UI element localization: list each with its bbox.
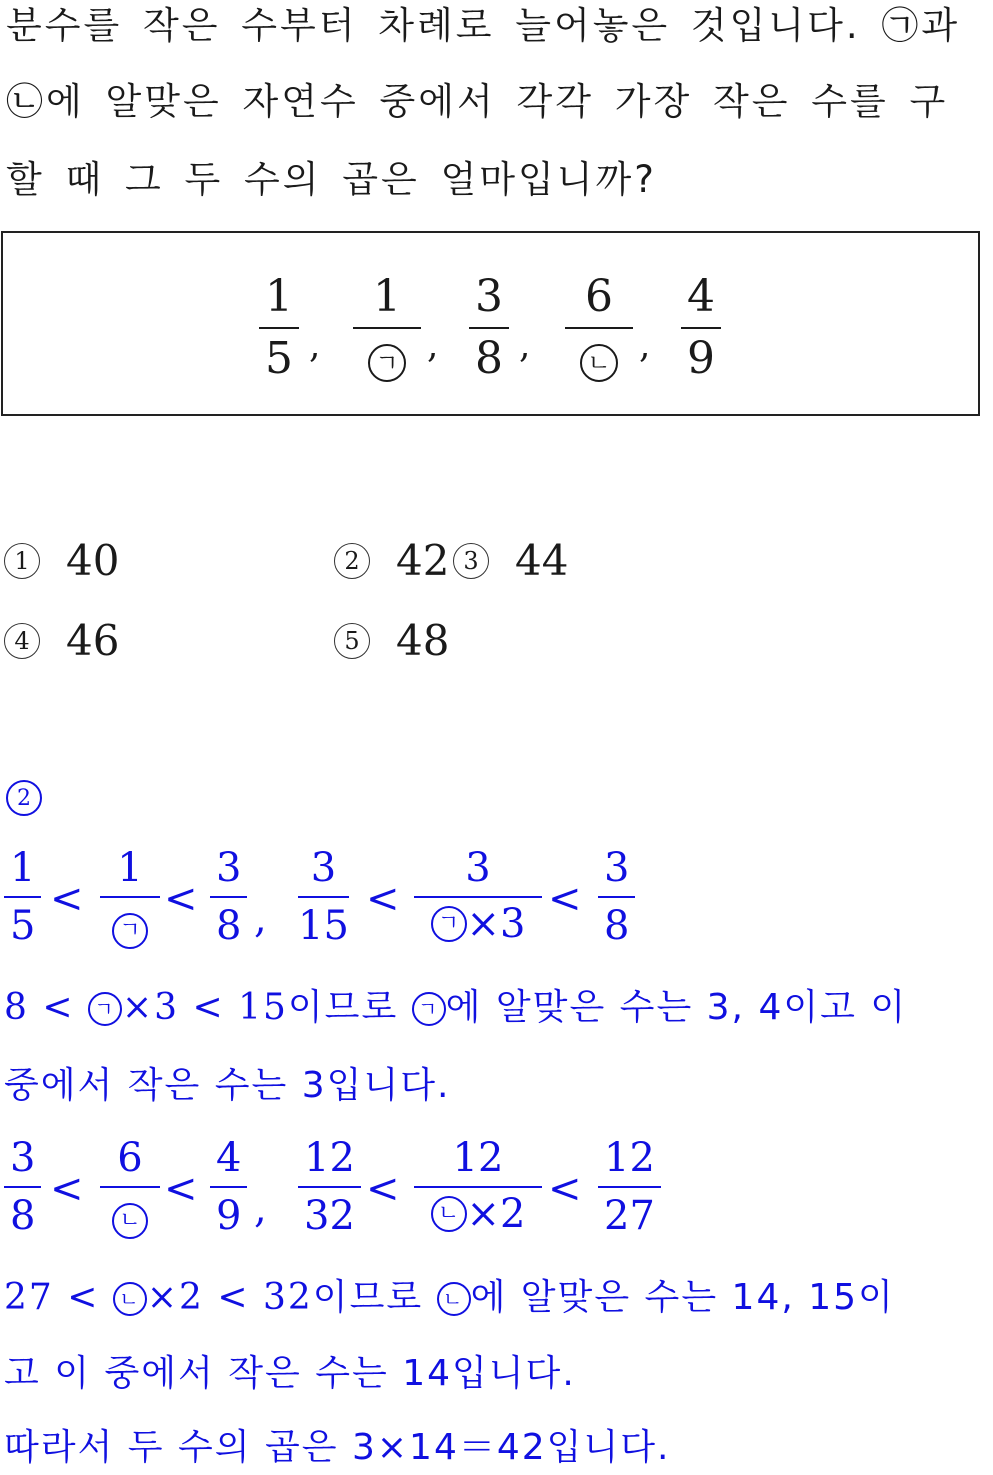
option-3[interactable] (453, 536, 569, 585)
less-than: < (548, 1166, 582, 1212)
solution-line-3: 27 < ㄴ ×2 < 32이므로 ㄴ 에 알맞은 수는 14, 15이 (4, 1277, 895, 1318)
option-3-value: 44 (515, 536, 569, 585)
fraction-3-8: 3 8 (469, 275, 509, 381)
fraction-6-nieun: 6 ㄴ (565, 275, 633, 382)
ineq2-frac-c: 4 9 (210, 1138, 247, 1236)
nieun-circle-icon: ㄴ (437, 1282, 471, 1316)
fraction-1-5: 1 5 (259, 275, 299, 381)
fraction-1-gieuk: 1 ㄱ (353, 275, 421, 382)
option-3-mark: 3 (453, 543, 489, 579)
separator: , (519, 325, 531, 366)
solution-line-2: 중에서 작은 수는 3입니다. (4, 1065, 451, 1106)
option-5[interactable] (334, 616, 450, 665)
less-than: < (50, 876, 84, 922)
separator: , (427, 325, 439, 366)
nieun-circle-icon: ㄴ (112, 1203, 148, 1239)
option-1[interactable] (4, 536, 120, 585)
less-than: < (164, 876, 198, 922)
separator: , (639, 325, 651, 366)
ineq1-frac-f: 3 8 (598, 848, 635, 946)
ineq1-frac-e: 3 ㄱ ×3 (414, 848, 542, 944)
nieun-circle-icon: ㄴ (431, 1196, 467, 1232)
solution-line-5: 따라서 두 수의 곱은 3×14＝42입니다. (4, 1427, 671, 1468)
gieuk-circle-icon: ㄱ (112, 913, 148, 949)
question-line-2: ㉡에 알맞은 자연수 중에서 각각 가장 작은 수를 구 (6, 80, 949, 123)
option-4-value: 46 (66, 616, 120, 665)
option-1-mark: 1 (4, 543, 40, 579)
ineq2-frac-f: 12 27 (598, 1138, 661, 1236)
option-2-value: 42 (396, 536, 450, 585)
answer-mark: 2 (6, 780, 42, 816)
question-line-1: 분수를 작은 수부터 차례로 늘어놓은 것입니다. ㉠과 (6, 4, 961, 47)
question-line-3: 할 때 그 두 수의 곱은 얼마입니까? (6, 158, 657, 201)
inequality-2 (0, 1135, 720, 1248)
less-than: < (366, 876, 400, 922)
nieun-circle-icon: ㄴ (580, 344, 618, 382)
gieuk-circle-icon: ㄱ (368, 344, 406, 382)
separator: , (309, 325, 321, 366)
option-4-mark: 4 (4, 623, 40, 659)
less-than: < (164, 1166, 198, 1212)
solution-line-1: 8 < ㄱ ×3 < 15이므로 ㄱ 에 알맞은 수는 3, 4이고 이 (4, 987, 908, 1028)
option-5-value: 48 (396, 616, 450, 665)
gieuk-circle-icon: ㄱ (431, 906, 467, 942)
inequality-1 (0, 845, 700, 958)
option-4[interactable] (4, 616, 120, 665)
option-1-value: 40 (66, 536, 120, 585)
fraction-sequence-box (1, 231, 980, 416)
ineq1-frac-b: 1 ㄱ (100, 848, 160, 949)
fraction-4-9: 4 9 (681, 275, 721, 381)
less-than: < (548, 876, 582, 922)
option-2[interactable] (334, 536, 450, 585)
ineq2-frac-e: 12 ㄴ ×2 (414, 1138, 542, 1234)
gieuk-circle-icon: ㄱ (88, 992, 122, 1026)
ineq2-frac-d: 12 32 (298, 1138, 361, 1236)
ineq1-frac-d: 3 15 (298, 845, 349, 949)
ineq1-frac-a: 1 5 (4, 848, 41, 946)
option-2-mark: 2 (334, 543, 370, 579)
ineq1-frac-c: 3 8 (210, 848, 247, 946)
separator: , (254, 896, 267, 942)
solution-line-4: 고 이 중에서 작은 수는 14입니다. (4, 1353, 576, 1394)
separator: , (254, 1186, 267, 1232)
less-than: < (366, 1166, 400, 1212)
nieun-circle-icon: ㄴ (113, 1282, 147, 1316)
less-than: < (50, 1166, 84, 1212)
option-5-mark: 5 (334, 623, 370, 659)
ineq2-frac-a: 3 8 (4, 1138, 41, 1236)
gieuk-circle-icon: ㄱ (412, 992, 446, 1026)
ineq2-frac-b: 6 ㄴ (100, 1138, 160, 1239)
